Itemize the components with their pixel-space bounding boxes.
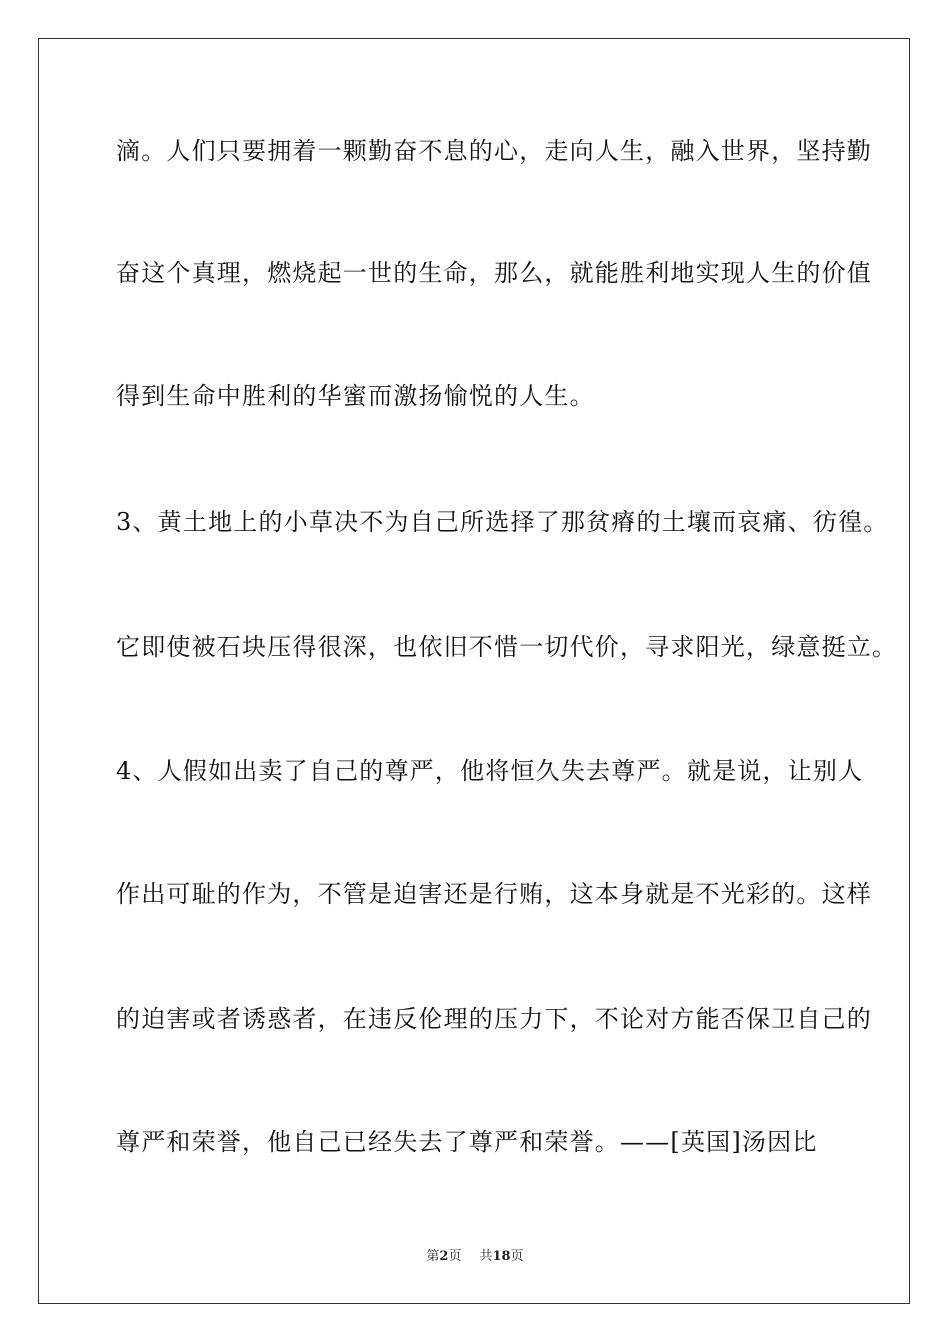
total-pages-number: 18: [492, 1249, 511, 1264]
body-line-4: 3、黄土地上的小草决不为自己所选择了那贫瘠的土壤而哀痛、彷徨。: [116, 508, 889, 536]
current-page-number: 2: [439, 1249, 449, 1264]
body-line-3: 得到生命中胜利的华蜜而激扬愉悦的人生。: [116, 382, 595, 410]
body-line-8: 的迫害或者诱惑者，在违反伦理的压力下，不论对方能否保卫自己的: [116, 1005, 872, 1033]
page-border: [38, 38, 910, 1304]
total-label-suffix: 页: [510, 1249, 524, 1264]
body-line-6: 4、人假如出卖了自己的尊严，他将恒久失去尊严。就是说，让别人: [116, 757, 864, 785]
page-label-suffix: 页: [448, 1249, 462, 1264]
body-line-9: 尊严和荣誉，他自己已经失去了尊严和荣誉。——[英国]汤因比: [116, 1128, 818, 1156]
body-line-1: 滴。人们只要拥着一颗勤奋不息的心，走向人生，融入世界，坚持勤: [116, 137, 872, 165]
body-line-5: 它即使被石块压得很深，也依旧不惜一切代价，寻求阳光，绿意挺立。: [116, 633, 898, 661]
total-label-prefix: 共: [479, 1249, 493, 1264]
page-label-prefix: 第: [426, 1249, 440, 1264]
body-line-7: 作出可耻的作为，不管是迫害还是行贿，这本身就是不光彩的。这样: [116, 880, 872, 908]
body-line-2: 奋这个真理，燃烧起一世的生命，那么，就能胜利地实现人生的价值: [116, 259, 872, 287]
page-footer: [0, 1248, 950, 1266]
